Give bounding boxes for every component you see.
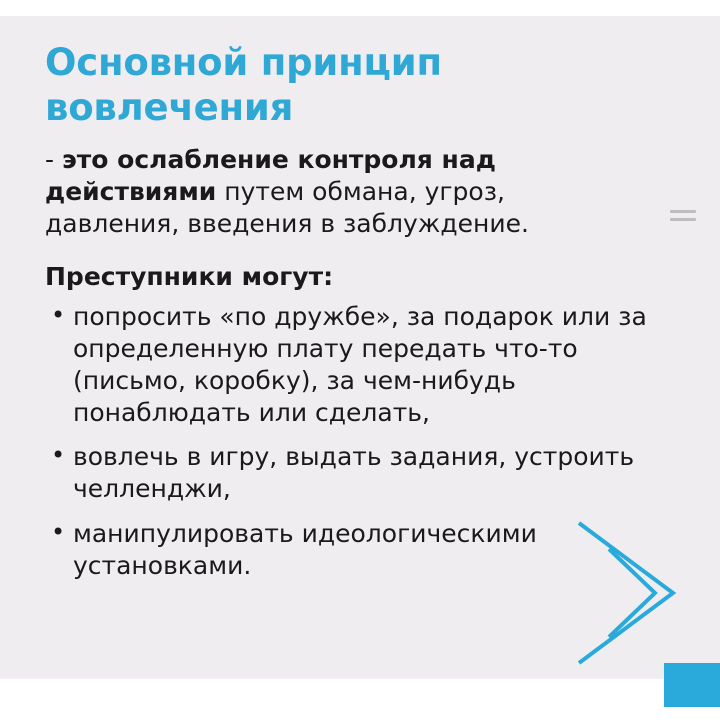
- lead-bold-text: это ослабление контроля над действиями: [45, 145, 496, 207]
- top-white-band: [0, 0, 720, 16]
- list-item: • вовлечь в игру, выдать задания, устроить челленджи,: [45, 441, 685, 505]
- page-title: Основной принцип вовлечения: [45, 41, 442, 130]
- slide-content: [45, 40, 685, 594]
- list-item: • манипулировать идеологическими установками.: [45, 518, 685, 582]
- lead-rest-text: путем обмана, угроз, давления, введения в заблуждение.: [45, 177, 529, 239]
- lead-paragraph: [45, 144, 645, 240]
- list-item: • попросить «по дружбе», за подарок или за определенную плату передать что-то (письмо, коробку), за чем-нибудь понаблюдать или сделать,: [45, 301, 685, 428]
- bullet-list: [45, 301, 685, 581]
- corner-accent-block: [664, 663, 720, 707]
- lead-dash: -: [45, 145, 62, 175]
- bottom-white-band: [0, 679, 720, 727]
- subheading: Преступники могут:: [45, 262, 334, 292]
